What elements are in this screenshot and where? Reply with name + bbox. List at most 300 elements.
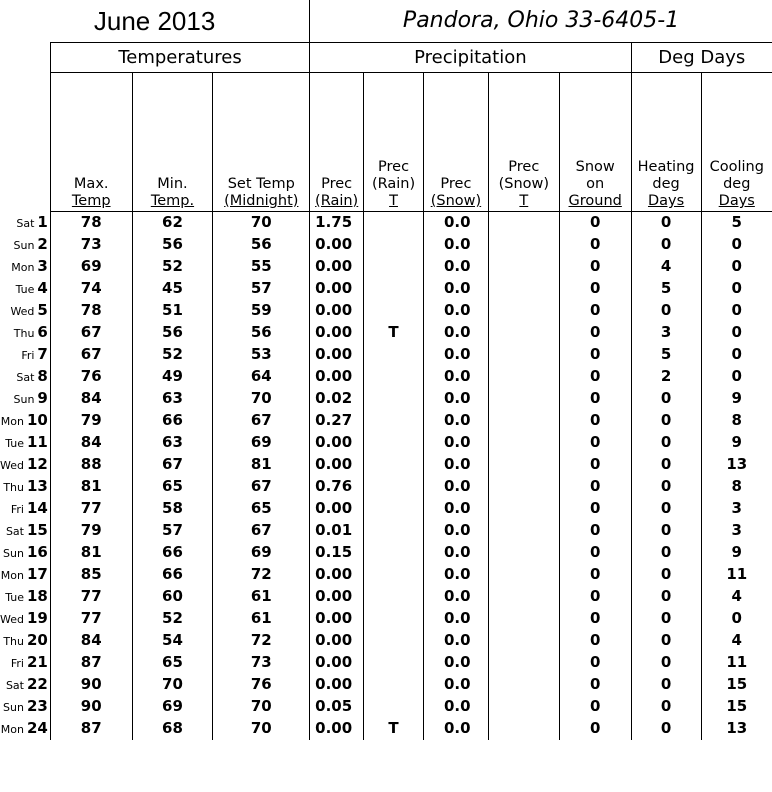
day-number: 5 — [37, 300, 48, 319]
cell-prec-rain-t — [364, 278, 424, 300]
cell-heating: 0 — [631, 498, 701, 520]
cell-prec-rain-t — [364, 564, 424, 586]
cell-snow-ground: 0 — [559, 696, 631, 718]
day-number: 14 — [26, 498, 48, 517]
cell-min-temp: 52 — [132, 608, 213, 630]
day-number: 1 — [37, 212, 48, 231]
cell-prec-snow: 0.0 — [423, 300, 488, 322]
day-of-week: Mon — [0, 568, 24, 582]
cell-snow-ground: 0 — [559, 520, 631, 542]
cell-prec-snow-t — [488, 498, 559, 520]
cell-snow-ground: 0 — [559, 366, 631, 388]
cell-prec-rain: 0.00 — [310, 608, 364, 630]
cell-snow-ground: 0 — [559, 344, 631, 366]
cell-prec-rain-t — [364, 498, 424, 520]
cell-prec-rain: 0.00 — [310, 674, 364, 696]
cell-snow-ground: 0 — [559, 410, 631, 432]
cell-set-temp: 56 — [213, 322, 310, 344]
cell-prec-snow: 0.0 — [423, 498, 488, 520]
day-of-week: Tue — [5, 590, 24, 604]
cell-set-temp: 81 — [213, 454, 310, 476]
cell-prec-snow: 0.0 — [423, 674, 488, 696]
cell-heating: 0 — [631, 300, 701, 322]
cell-heating: 4 — [631, 256, 701, 278]
cell-prec-snow-t — [488, 542, 559, 564]
cell-day — [0, 564, 50, 586]
table-row — [0, 344, 772, 366]
cell-snow-ground: 0 — [559, 476, 631, 498]
cell-day — [0, 542, 50, 564]
cell-set-temp: 69 — [213, 432, 310, 454]
cell-prec-snow-t — [488, 696, 559, 718]
cell-prec-rain: 0.02 — [310, 388, 364, 410]
cell-day — [0, 718, 50, 740]
cell-cooling: 11 — [701, 652, 772, 674]
cell-prec-snow-t — [488, 520, 559, 542]
cell-prec-snow-t — [488, 608, 559, 630]
cell-prec-rain: 0.00 — [310, 586, 364, 608]
cell-cooling: 0 — [701, 322, 772, 344]
cell-set-temp: 55 — [213, 256, 310, 278]
cell-heating: 0 — [631, 630, 701, 652]
cell-cooling: 5 — [701, 212, 772, 234]
cell-set-temp: 65 — [213, 498, 310, 520]
cell-prec-rain: 0.00 — [310, 322, 364, 344]
cell-heating: 0 — [631, 432, 701, 454]
cell-cooling: 9 — [701, 432, 772, 454]
cell-cooling: 0 — [701, 300, 772, 322]
cell-prec-snow-t — [488, 432, 559, 454]
cell-max-temp: 81 — [50, 476, 132, 498]
title-row — [0, 0, 772, 43]
cell-set-temp: 59 — [213, 300, 310, 322]
cell-max-temp: 87 — [50, 652, 132, 674]
cell-snow-ground: 0 — [559, 652, 631, 674]
day-of-week: Wed — [10, 304, 35, 318]
table-row — [0, 652, 772, 674]
cell-snow-ground: 0 — [559, 300, 631, 322]
cell-snow-ground: 0 — [559, 454, 631, 476]
cell-prec-rain: 0.15 — [310, 542, 364, 564]
cell-prec-rain-t — [364, 432, 424, 454]
day-of-week: Wed — [0, 612, 24, 626]
cell-day — [0, 476, 50, 498]
cell-prec-snow: 0.0 — [423, 718, 488, 740]
day-number: 9 — [37, 388, 48, 407]
cell-prec-rain-t — [364, 388, 424, 410]
header-heating: Heating deg Days — [631, 73, 701, 212]
cell-min-temp: 56 — [132, 322, 213, 344]
cell-max-temp: 84 — [50, 388, 132, 410]
day-of-week: Fri — [10, 502, 24, 516]
cell-cooling: 0 — [701, 256, 772, 278]
table-row — [0, 388, 772, 410]
cell-set-temp: 64 — [213, 366, 310, 388]
cell-cooling: 11 — [701, 564, 772, 586]
table-row — [0, 542, 772, 564]
cell-max-temp: 84 — [50, 432, 132, 454]
cell-max-temp: 90 — [50, 696, 132, 718]
cell-max-temp: 67 — [50, 322, 132, 344]
cell-day — [0, 410, 50, 432]
day-of-week: Fri — [10, 656, 24, 670]
cell-prec-snow: 0.0 — [423, 234, 488, 256]
day-number: 3 — [37, 256, 48, 275]
cell-prec-rain: 0.00 — [310, 564, 364, 586]
cell-set-temp: 57 — [213, 278, 310, 300]
cell-day — [0, 586, 50, 608]
cell-heating: 0 — [631, 212, 701, 234]
cell-prec-snow-t — [488, 476, 559, 498]
cell-prec-rain-t — [364, 586, 424, 608]
cell-heating: 0 — [631, 234, 701, 256]
cell-heating: 0 — [631, 542, 701, 564]
cell-prec-rain-t — [364, 608, 424, 630]
cell-prec-snow: 0.0 — [423, 366, 488, 388]
cell-min-temp: 66 — [132, 542, 213, 564]
cell-prec-rain: 0.00 — [310, 498, 364, 520]
cell-prec-rain: 0.00 — [310, 234, 364, 256]
cell-snow-ground: 0 — [559, 432, 631, 454]
cell-min-temp: 66 — [132, 564, 213, 586]
cell-set-temp: 53 — [213, 344, 310, 366]
cell-cooling: 9 — [701, 388, 772, 410]
cell-cooling: 15 — [701, 674, 772, 696]
cell-prec-snow-t — [488, 454, 559, 476]
cell-set-temp: 61 — [213, 586, 310, 608]
day-number: 10 — [26, 410, 48, 429]
cell-min-temp: 65 — [132, 476, 213, 498]
cell-prec-rain: 0.00 — [310, 432, 364, 454]
cell-prec-rain-t — [364, 410, 424, 432]
cell-heating: 0 — [631, 718, 701, 740]
cell-min-temp: 52 — [132, 256, 213, 278]
cell-day — [0, 696, 50, 718]
cell-cooling: 3 — [701, 520, 772, 542]
cell-prec-rain-t: T — [364, 322, 424, 344]
cell-max-temp: 77 — [50, 498, 132, 520]
cell-heating: 0 — [631, 652, 701, 674]
cell-set-temp: 72 — [213, 630, 310, 652]
cell-day — [0, 674, 50, 696]
table-row — [0, 674, 772, 696]
day-of-week: Wed — [0, 458, 24, 472]
cell-prec-snow-t — [488, 630, 559, 652]
cell-cooling: 4 — [701, 586, 772, 608]
cell-prec-snow-t — [488, 586, 559, 608]
cell-prec-snow: 0.0 — [423, 454, 488, 476]
cell-set-temp: 67 — [213, 410, 310, 432]
cell-min-temp: 62 — [132, 212, 213, 234]
cell-prec-snow-t — [488, 322, 559, 344]
cell-cooling: 0 — [701, 608, 772, 630]
day-number: 22 — [26, 674, 48, 693]
cell-snow-ground: 0 — [559, 718, 631, 740]
cell-prec-snow: 0.0 — [423, 608, 488, 630]
cell-cooling: 4 — [701, 630, 772, 652]
cell-prec-snow-t — [488, 234, 559, 256]
cell-day — [0, 388, 50, 410]
cell-prec-rain-t: T — [364, 718, 424, 740]
cell-prec-snow-t — [488, 300, 559, 322]
day-of-week: Mon — [11, 260, 35, 274]
cell-prec-rain-t — [364, 542, 424, 564]
cell-set-temp: 70 — [213, 212, 310, 234]
cell-heating: 0 — [631, 586, 701, 608]
cell-prec-snow: 0.0 — [423, 256, 488, 278]
cell-cooling: 0 — [701, 234, 772, 256]
cell-max-temp: 79 — [50, 520, 132, 542]
cell-cooling: 0 — [701, 278, 772, 300]
cell-prec-rain-t — [364, 476, 424, 498]
cell-day — [0, 454, 50, 476]
cell-heating: 0 — [631, 696, 701, 718]
day-number: 17 — [26, 564, 48, 583]
cell-prec-rain-t — [364, 234, 424, 256]
cell-prec-snow-t — [488, 278, 559, 300]
day-number: 23 — [26, 696, 48, 715]
group-header-row — [0, 43, 772, 73]
cell-prec-snow: 0.0 — [423, 344, 488, 366]
cell-heating: 0 — [631, 454, 701, 476]
header-set-temp: Set Temp (Midnight) — [213, 73, 310, 212]
header-day — [0, 73, 50, 212]
cell-prec-rain: 0.00 — [310, 300, 364, 322]
day-number: 11 — [26, 432, 48, 451]
cell-prec-rain: 0.00 — [310, 278, 364, 300]
cell-max-temp: 78 — [50, 300, 132, 322]
day-number: 13 — [26, 476, 48, 495]
cell-prec-snow: 0.0 — [423, 542, 488, 564]
cell-set-temp: 70 — [213, 718, 310, 740]
table-row — [0, 366, 772, 388]
cell-max-temp: 90 — [50, 674, 132, 696]
day-of-week: Thu — [13, 326, 35, 340]
cell-snow-ground: 0 — [559, 542, 631, 564]
cell-prec-rain-t — [364, 344, 424, 366]
cell-cooling: 9 — [701, 542, 772, 564]
cell-cooling: 3 — [701, 498, 772, 520]
cell-day — [0, 498, 50, 520]
cell-prec-snow: 0.0 — [423, 322, 488, 344]
table-row — [0, 476, 772, 498]
table-row — [0, 696, 772, 718]
cell-snow-ground: 0 — [559, 608, 631, 630]
cell-cooling: 0 — [701, 366, 772, 388]
cell-set-temp: 70 — [213, 696, 310, 718]
cell-prec-snow-t — [488, 344, 559, 366]
cell-min-temp: 57 — [132, 520, 213, 542]
cell-max-temp: 74 — [50, 278, 132, 300]
cell-day — [0, 300, 50, 322]
table-row — [0, 322, 772, 344]
cell-prec-rain: 1.75 — [310, 212, 364, 234]
day-number: 20 — [26, 630, 48, 649]
header-prec-snow: Prec (Snow) — [423, 73, 488, 212]
cell-min-temp: 67 — [132, 454, 213, 476]
cell-heating: 3 — [631, 322, 701, 344]
day-number: 15 — [26, 520, 48, 539]
table-row — [0, 608, 772, 630]
cell-prec-rain-t — [364, 652, 424, 674]
cell-prec-rain: 0.05 — [310, 696, 364, 718]
cell-prec-snow-t — [488, 256, 559, 278]
cell-prec-snow: 0.0 — [423, 278, 488, 300]
cell-max-temp: 79 — [50, 410, 132, 432]
day-number: 12 — [26, 454, 48, 473]
cell-day — [0, 278, 50, 300]
cell-prec-rain: 0.00 — [310, 630, 364, 652]
day-number: 16 — [26, 542, 48, 561]
cell-snow-ground: 0 — [559, 564, 631, 586]
table-row — [0, 212, 772, 234]
cell-prec-snow: 0.0 — [423, 652, 488, 674]
cell-snow-ground: 0 — [559, 674, 631, 696]
day-number: 24 — [26, 718, 48, 737]
header-prec-rain: Prec (Rain) — [310, 73, 364, 212]
cell-min-temp: 56 — [132, 234, 213, 256]
cell-prec-snow-t — [488, 564, 559, 586]
cell-set-temp: 76 — [213, 674, 310, 696]
cell-max-temp: 78 — [50, 212, 132, 234]
cell-prec-snow: 0.0 — [423, 586, 488, 608]
cell-prec-rain: 0.00 — [310, 256, 364, 278]
cell-prec-rain-t — [364, 212, 424, 234]
table-row — [0, 432, 772, 454]
cell-prec-snow-t — [488, 718, 559, 740]
cell-day — [0, 344, 50, 366]
cell-prec-rain: 0.00 — [310, 652, 364, 674]
cell-prec-rain: 0.00 — [310, 718, 364, 740]
cell-heating: 2 — [631, 366, 701, 388]
cell-day — [0, 212, 50, 234]
cell-prec-rain-t — [364, 630, 424, 652]
day-number: 6 — [37, 322, 48, 341]
table-row — [0, 564, 772, 586]
cell-min-temp: 63 — [132, 432, 213, 454]
table-row — [0, 234, 772, 256]
cell-prec-rain-t — [364, 520, 424, 542]
cell-max-temp: 77 — [50, 586, 132, 608]
cell-cooling: 15 — [701, 696, 772, 718]
header-prec-snow-t: Prec (Snow) T — [488, 73, 559, 212]
cell-prec-rain-t — [364, 454, 424, 476]
table-row — [0, 630, 772, 652]
cell-cooling: 13 — [701, 454, 772, 476]
cell-cooling: 8 — [701, 410, 772, 432]
day-of-week: Sun — [13, 392, 35, 406]
cell-prec-snow: 0.0 — [423, 696, 488, 718]
cell-min-temp: 69 — [132, 696, 213, 718]
cell-prec-snow-t — [488, 410, 559, 432]
day-number: 8 — [37, 366, 48, 385]
cell-max-temp: 73 — [50, 234, 132, 256]
day-of-week: Sun — [13, 238, 35, 252]
group-precipitation: Precipitation — [310, 43, 631, 73]
day-number: 18 — [26, 586, 48, 605]
table-row — [0, 454, 772, 476]
cell-min-temp: 65 — [132, 652, 213, 674]
cell-snow-ground: 0 — [559, 322, 631, 344]
day-of-week: Sat — [5, 678, 24, 692]
cell-heating: 0 — [631, 410, 701, 432]
cell-prec-snow: 0.0 — [423, 630, 488, 652]
cell-min-temp: 66 — [132, 410, 213, 432]
cell-day — [0, 322, 50, 344]
cell-set-temp: 73 — [213, 652, 310, 674]
cell-prec-rain-t — [364, 366, 424, 388]
group-blank — [0, 43, 50, 73]
cell-snow-ground: 0 — [559, 630, 631, 652]
cell-set-temp: 72 — [213, 564, 310, 586]
cell-max-temp: 77 — [50, 608, 132, 630]
group-temperatures: Temperatures — [50, 43, 309, 73]
day-number: 2 — [37, 234, 48, 253]
day-of-week: Sat — [16, 216, 35, 230]
cell-prec-snow: 0.0 — [423, 476, 488, 498]
cell-max-temp: 84 — [50, 630, 132, 652]
cell-snow-ground: 0 — [559, 234, 631, 256]
day-of-week: Thu — [3, 480, 24, 494]
day-number: 4 — [37, 278, 48, 297]
cell-prec-snow-t — [488, 212, 559, 234]
cell-heating: 0 — [631, 564, 701, 586]
cell-max-temp: 67 — [50, 344, 132, 366]
cell-prec-rain: 0.00 — [310, 366, 364, 388]
header-snow-ground: Snow on Ground — [559, 73, 631, 212]
cell-prec-rain: 0.27 — [310, 410, 364, 432]
cell-prec-snow-t — [488, 388, 559, 410]
cell-snow-ground: 0 — [559, 256, 631, 278]
cell-min-temp: 54 — [132, 630, 213, 652]
cell-prec-snow: 0.0 — [423, 388, 488, 410]
column-header-row — [0, 73, 772, 212]
cell-heating: 5 — [631, 278, 701, 300]
cell-set-temp: 61 — [213, 608, 310, 630]
cell-min-temp: 60 — [132, 586, 213, 608]
cell-min-temp: 68 — [132, 718, 213, 740]
day-of-week: Sat — [16, 370, 35, 384]
table-row — [0, 586, 772, 608]
cell-max-temp: 88 — [50, 454, 132, 476]
group-degree-days: Deg Days — [631, 43, 772, 73]
cell-heating: 0 — [631, 520, 701, 542]
cell-min-temp: 58 — [132, 498, 213, 520]
day-number: 7 — [37, 344, 48, 363]
cell-max-temp: 81 — [50, 542, 132, 564]
cell-cooling: 13 — [701, 718, 772, 740]
header-min-temp: Min. Temp. — [132, 73, 213, 212]
table-row — [0, 278, 772, 300]
cell-prec-snow: 0.0 — [423, 410, 488, 432]
table-row — [0, 498, 772, 520]
cell-set-temp: 67 — [213, 520, 310, 542]
cell-prec-snow: 0.0 — [423, 212, 488, 234]
cell-max-temp: 76 — [50, 366, 132, 388]
cell-cooling: 8 — [701, 476, 772, 498]
cell-min-temp: 45 — [132, 278, 213, 300]
cell-prec-rain: 0.01 — [310, 520, 364, 542]
day-of-week: Tue — [15, 282, 35, 296]
cell-prec-rain-t — [364, 696, 424, 718]
table-row — [0, 410, 772, 432]
cell-snow-ground: 0 — [559, 212, 631, 234]
cell-prec-rain: 0.00 — [310, 344, 364, 366]
day-of-week: Fri — [21, 348, 35, 362]
cell-heating: 0 — [631, 608, 701, 630]
table-row — [0, 718, 772, 740]
cell-prec-snow-t — [488, 674, 559, 696]
